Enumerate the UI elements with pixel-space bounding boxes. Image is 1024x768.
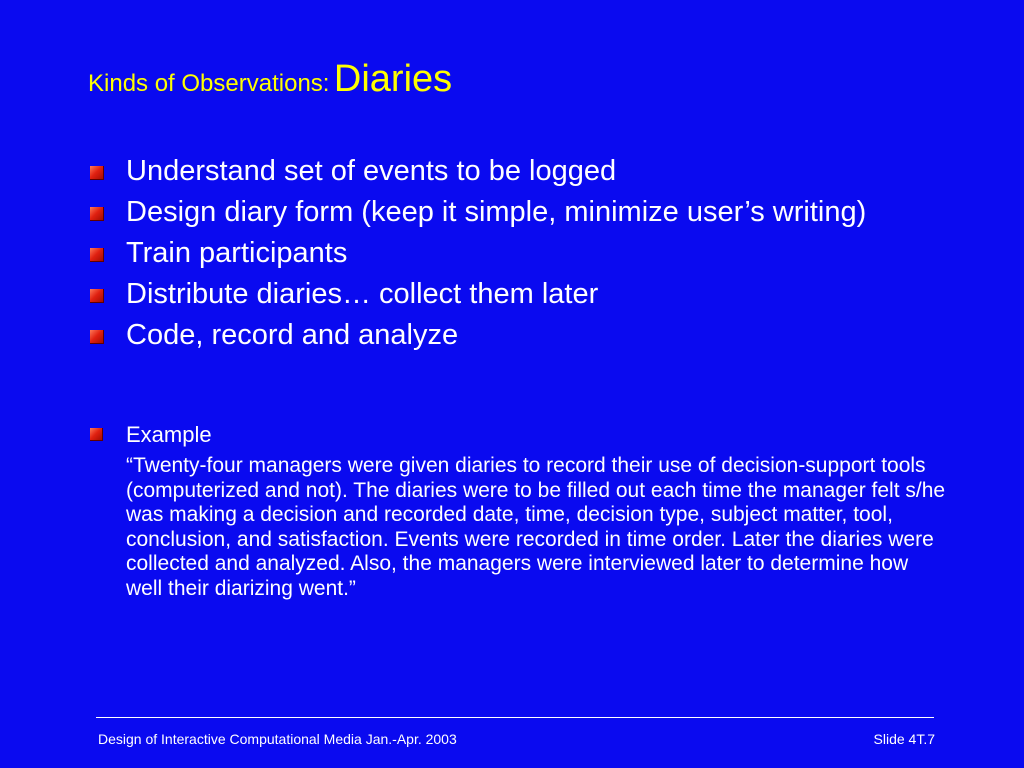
bullet-item bbox=[90, 237, 960, 269]
slide-title-main: Diaries bbox=[333, 58, 453, 100]
square-bullet-icon bbox=[90, 289, 104, 303]
bullet-text: Code, record and analyze bbox=[126, 319, 459, 351]
slide-title bbox=[88, 58, 452, 101]
bullet-item bbox=[90, 196, 960, 228]
footer-course-title: Design of Interactive Computational Media Jan.-Apr. 2003 bbox=[98, 731, 457, 747]
example-quote: “Twenty-four managers were given diaries to record their use of decision-support tools (computerized and not). The diaries were to be filled out each time the manager felt s/he was making a decision and recorded date, time, decision type, subject matter, tool, conclusion, and satisfaction. Events were recorded in time order. Later the diaries were collected and analyzed. Also, the managers were interviewed later to determine how well their diarizing went.” bbox=[126, 454, 946, 600]
bullet-item bbox=[90, 319, 960, 351]
bullet-item bbox=[90, 155, 960, 187]
square-bullet-icon bbox=[90, 248, 104, 262]
footer-slide-number: Slide 4T.7 bbox=[873, 731, 935, 747]
example-label-text: Example bbox=[126, 422, 212, 447]
square-bullet-icon bbox=[90, 428, 103, 441]
example-heading bbox=[90, 422, 950, 448]
bullet-text: Train participants bbox=[126, 237, 348, 269]
slide-title-prefix: Kinds of Observations: bbox=[88, 70, 330, 97]
bullet-text: Design diary form (keep it simple, minimize user’s writing) bbox=[126, 196, 867, 228]
square-bullet-icon bbox=[90, 207, 104, 221]
example-section bbox=[90, 422, 950, 601]
square-bullet-icon bbox=[90, 330, 104, 344]
bullet-text: Distribute diaries… collect them later bbox=[126, 278, 599, 310]
bullet-list bbox=[90, 155, 960, 360]
bullet-item bbox=[90, 278, 960, 310]
bullet-text: Understand set of events to be logged bbox=[126, 155, 617, 187]
footer-divider bbox=[96, 717, 934, 718]
square-bullet-icon bbox=[90, 166, 104, 180]
